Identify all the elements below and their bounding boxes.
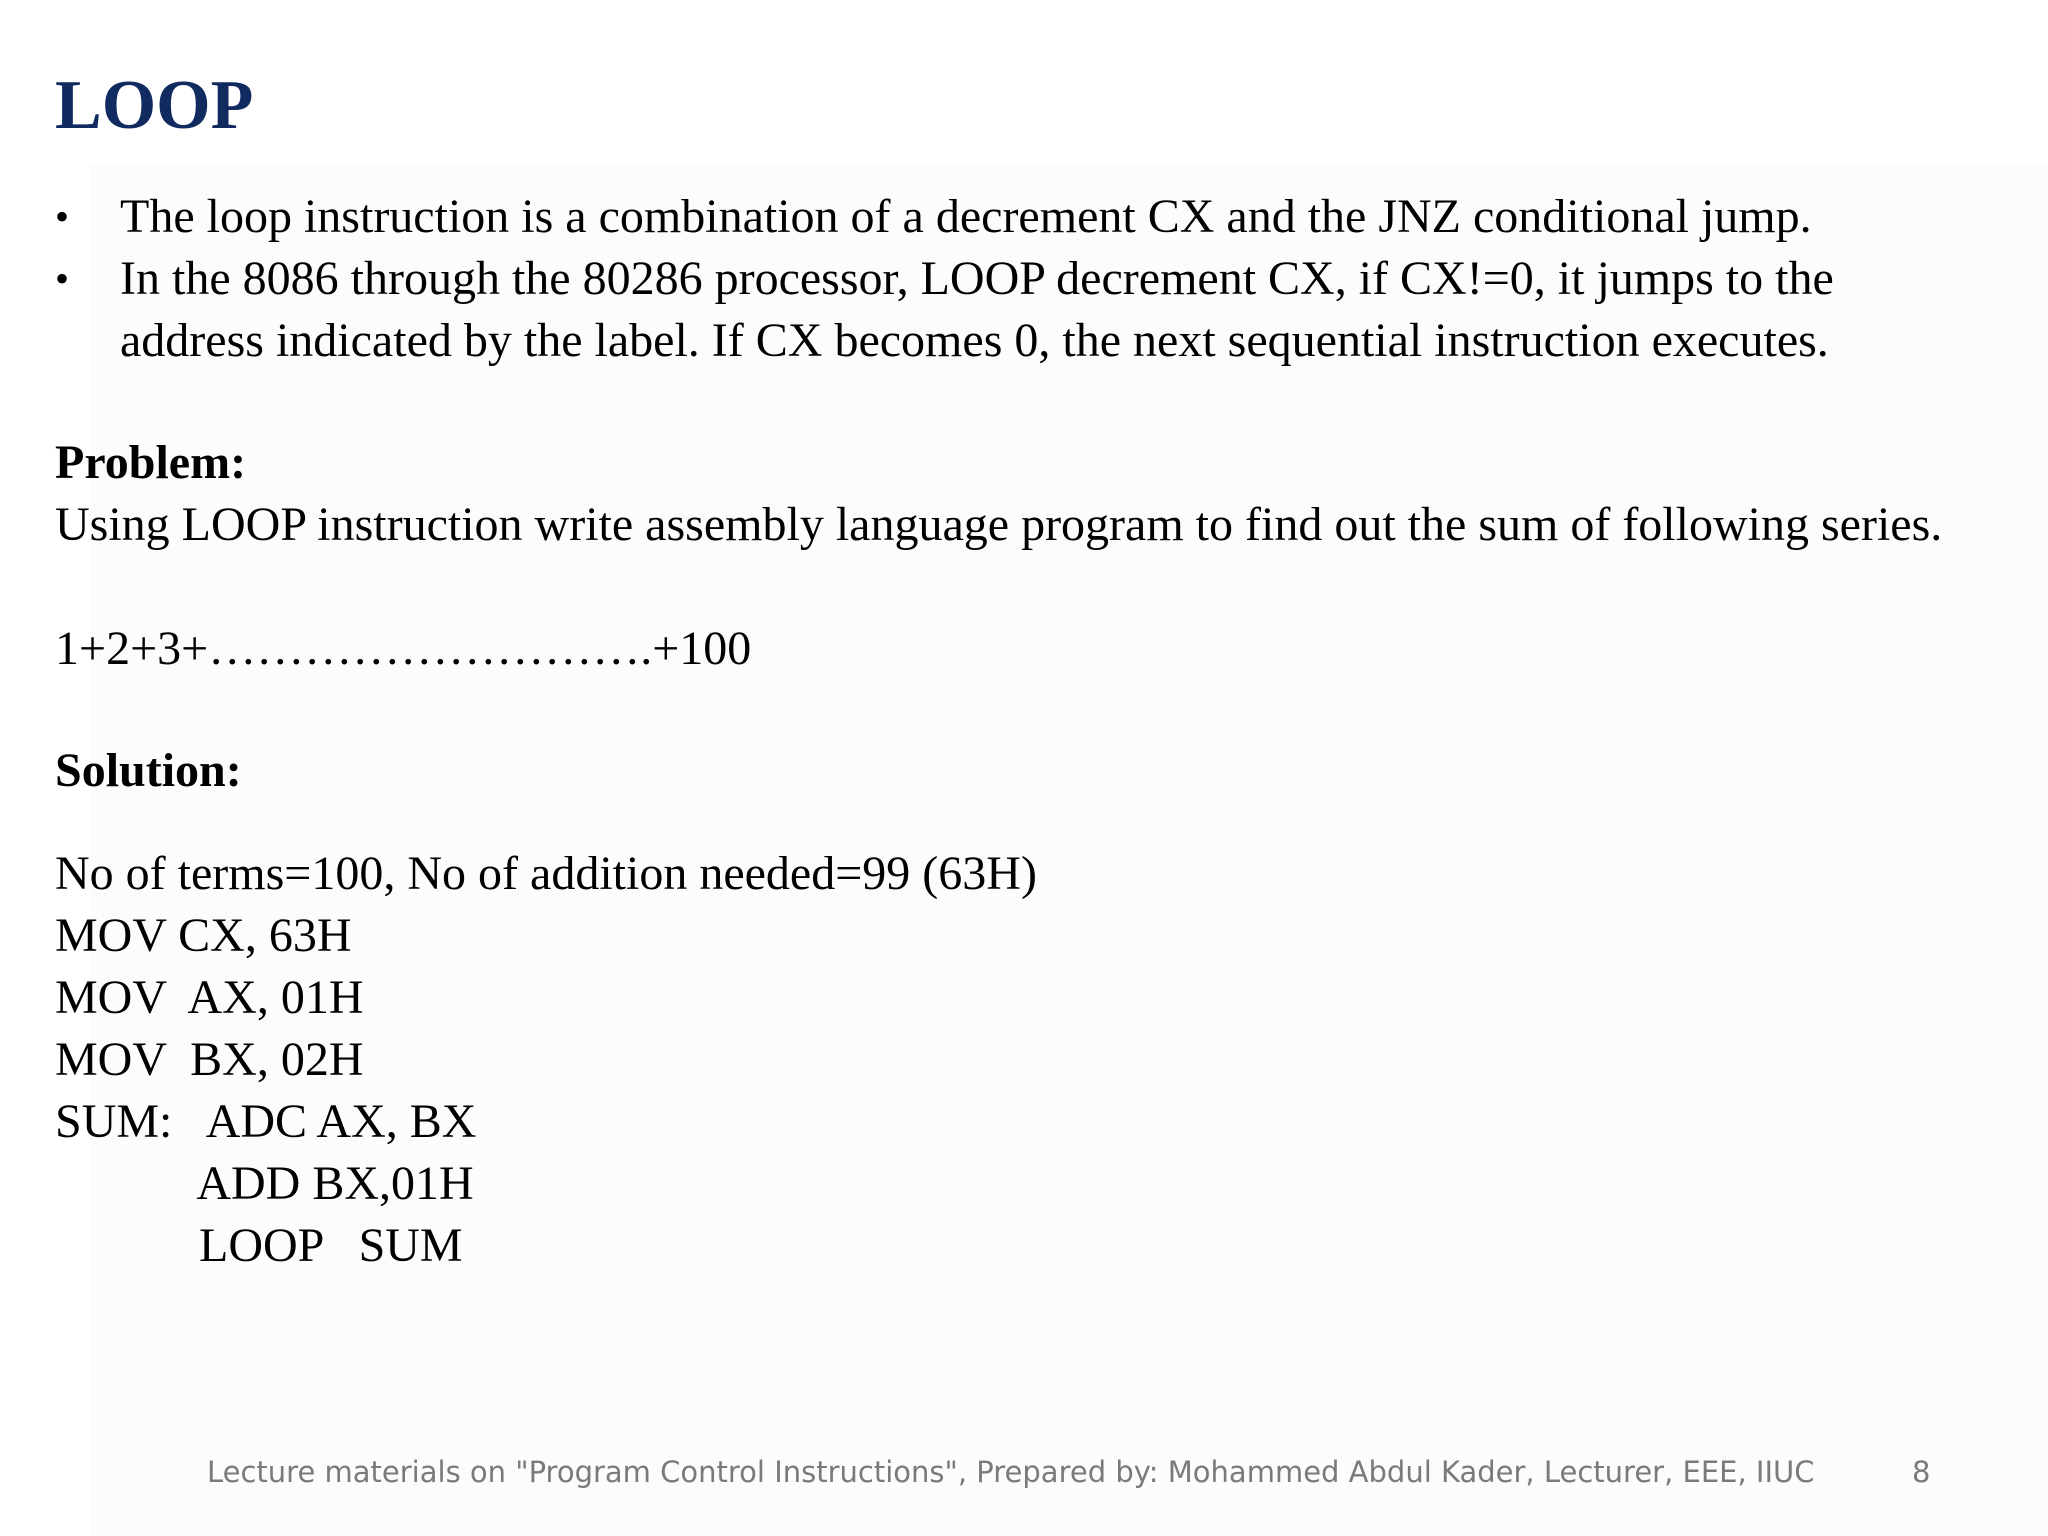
page-number: 8: [1912, 1455, 1931, 1489]
series-expression: 1+2+3+……………………….+100: [55, 622, 752, 675]
bullet-text: In the 8086 through the 80286 processor, LOOP decrement CX, if CX!=0, it jumps to the address indicated by the label. If CX becomes 0, the next sequential instruction executes.: [120, 252, 1834, 367]
bullet-item: [55, 186, 1985, 248]
solution-line: ADD BX,01H: [55, 1157, 474, 1210]
solution-line: MOV AX, 01H: [55, 971, 364, 1024]
problem-heading: Problem:: [55, 436, 247, 489]
bullet-dot-icon: •: [55, 256, 70, 301]
problem-text: Using LOOP instruction write assembly language program to find out the sum of following series.: [55, 498, 1943, 551]
bullet-list: [55, 186, 1985, 372]
solution-code: [55, 843, 1037, 1277]
bullet-dot-icon: •: [55, 194, 70, 239]
slide-footer: Lecture materials on "Program Control Instructions", Prepared by: Mohammed Abdul Kader, Lecturer, EEE, IIUC: [207, 1455, 1815, 1489]
solution-line: LOOP SUM: [55, 1219, 463, 1272]
solution-line: SUM: ADC AX, BX: [55, 1095, 477, 1148]
solution-heading: Solution:: [55, 744, 242, 797]
solution-line: MOV CX, 63H: [55, 909, 352, 962]
solution-line: No of terms=100, No of addition needed=99 (63H): [55, 847, 1037, 900]
bullet-text: The loop instruction is a combination of a decrement CX and the JNZ conditional jump.: [120, 190, 1812, 243]
solution-line: MOV BX, 02H: [55, 1033, 364, 1086]
slide-title: LOOP: [55, 67, 254, 144]
bullet-item: [55, 248, 1985, 372]
